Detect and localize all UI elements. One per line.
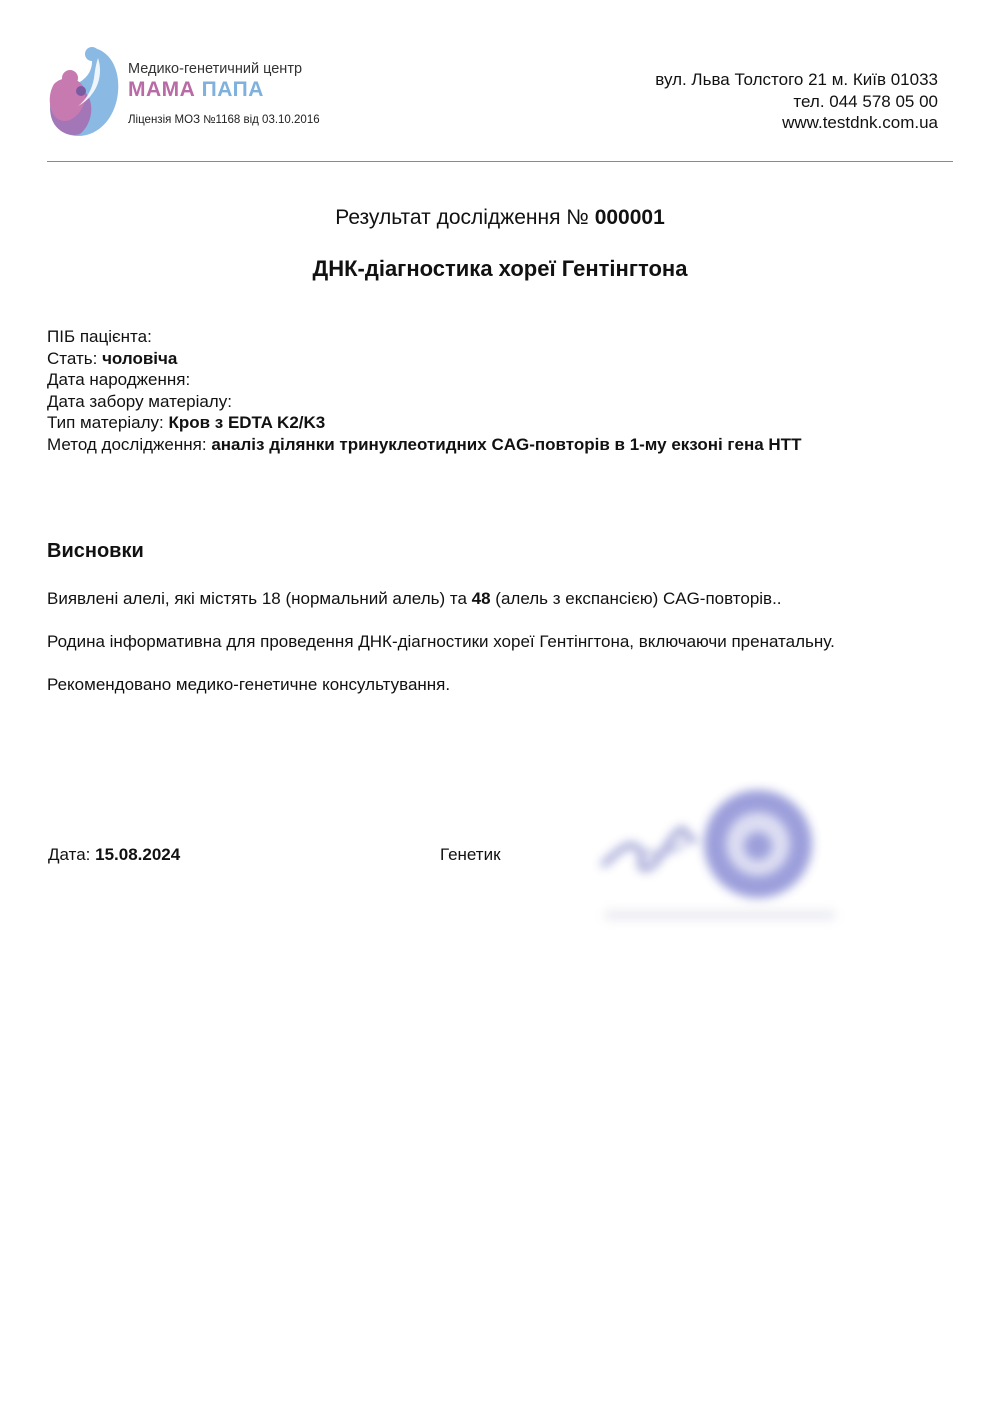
stamp-underline-icon	[604, 910, 836, 920]
header-divider	[47, 161, 953, 162]
result-title	[0, 206, 1000, 230]
date-label: Дата:	[48, 845, 91, 864]
sex-row	[47, 348, 801, 370]
conclusion-alleles-after: (алель з експансією) CAG-повторів..	[495, 589, 782, 608]
conclusion-alleles	[47, 589, 782, 609]
sample-date-row	[47, 391, 801, 413]
conclusion-informative: Родина інформативна для проведення ДНК-діагностики хореї Гентінгтона, включаючи пренатальну.	[47, 632, 835, 651]
conclusion-alleles-bold: 48	[471, 589, 491, 608]
org-subtitle: Медико-генетичний центр	[128, 61, 303, 77]
signature-tail-icon	[638, 844, 684, 853]
report-date	[48, 845, 180, 865]
sex-value: чоловіча	[102, 348, 178, 368]
sample-date-label: Дата забору матеріалу:	[47, 391, 232, 411]
result-label: Результат дослідження №	[335, 206, 589, 229]
date-value: 15.08.2024	[95, 845, 181, 864]
logo-mark-icon	[48, 44, 122, 140]
address: вул. Льва Толстого 21 м. Київ 01033	[655, 70, 938, 89]
phone: тел. 044 578 05 00	[793, 91, 938, 111]
geneticist-label: Генетик	[440, 845, 501, 864]
conclusion-alleles-before: Виявлені алелі, які містять 18 (нормальний алель) та	[47, 589, 467, 608]
org-name	[128, 78, 264, 102]
page-title: ДНК-діагностика хореї Гентінгтона	[312, 256, 688, 281]
org-name-mama: МАМА	[128, 78, 196, 101]
conclusions-heading: Висновки	[47, 540, 144, 562]
result-number: 000001	[594, 206, 665, 229]
dob-row	[47, 369, 801, 391]
material-label: Тип матеріалу:	[47, 413, 164, 433]
signature-icon	[604, 829, 694, 868]
sex-label: Стать:	[47, 348, 98, 368]
patient-info	[47, 326, 801, 456]
org-name-papa: ПАПА	[201, 78, 264, 101]
dob-label: Дата народження:	[47, 370, 191, 390]
stamp-core-icon	[744, 832, 772, 860]
method-value: аналіз ділянки тринуклеотидних CAG-повторів в 1-му екзоні гена HTT	[211, 434, 802, 454]
signature-stamp-icon	[598, 782, 842, 934]
material-row	[47, 412, 801, 434]
material-value: Кров з EDTA K2/K3	[168, 413, 326, 433]
patient-name-label: ПІБ пацієнта:	[47, 327, 152, 346]
patient-name-row	[47, 326, 801, 348]
website-link[interactable]: www.testdnk.com.ua	[782, 113, 938, 132]
license-text: Ліцензія МОЗ №1168 від 03.10.2016	[128, 114, 320, 126]
contact-block	[655, 69, 938, 134]
conclusion-recommendation: Рекомендовано медико-генетичне консультування.	[47, 675, 451, 694]
method-label: Метод дослідження:	[47, 434, 207, 454]
method-row	[47, 434, 801, 456]
